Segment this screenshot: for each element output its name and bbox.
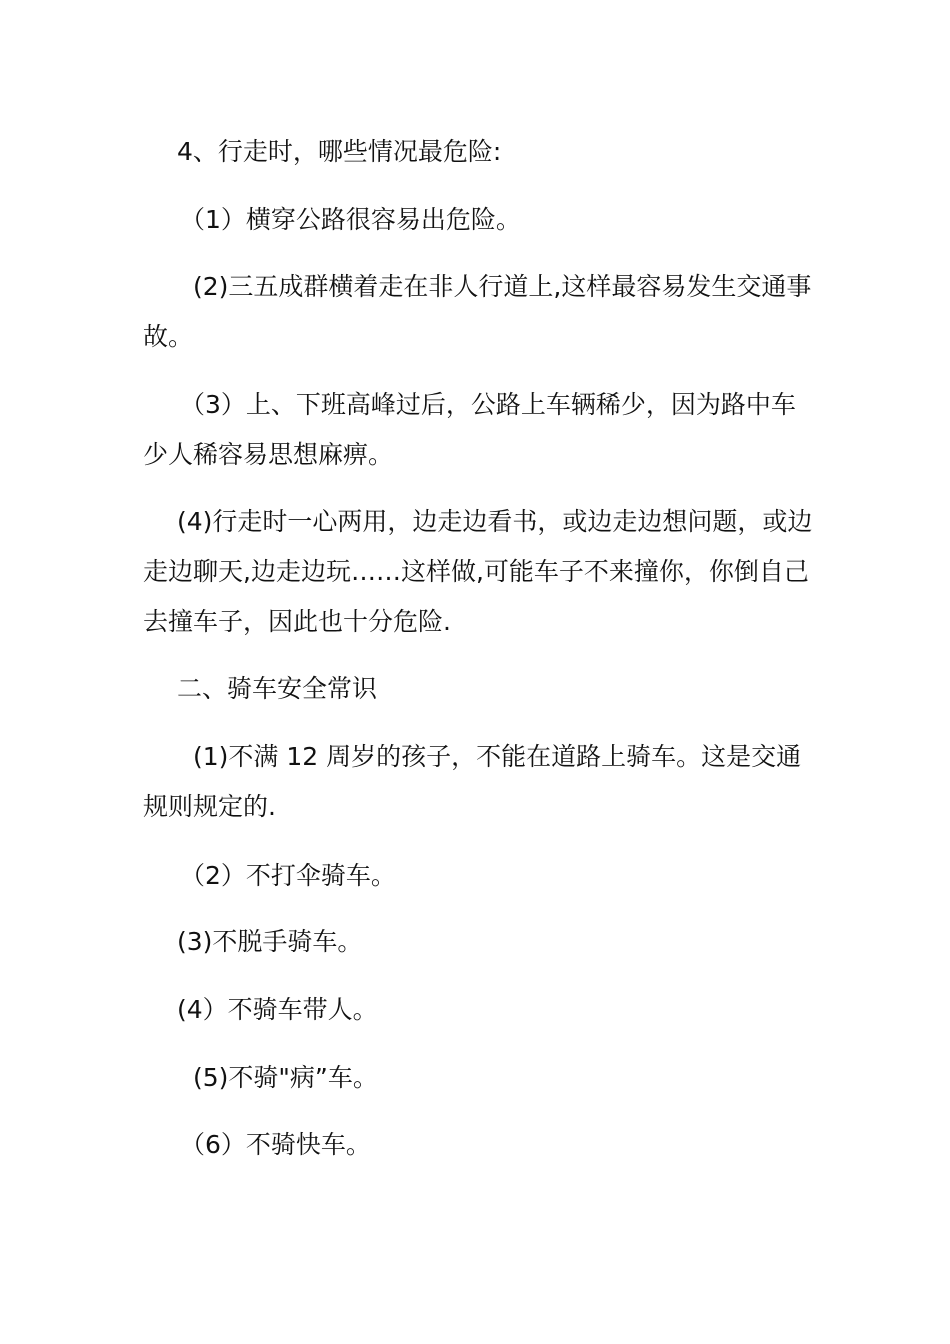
paragraph-walking-item-4: (4)行走时一心两用，边走边看书，或边走边想问题，或边走边聊天,边走边玩……这样做,可能车子不来撞你，你倒自己去撞车子，因此也十分危险. bbox=[143, 507, 813, 636]
paragraph-cycling-item-2: （2）不打伞骑车。 bbox=[180, 861, 396, 890]
paragraph-cycling-item-5: (5)不骑"病”车。 bbox=[193, 1063, 378, 1092]
paragraph-cycling-item-1: (1)不满 12 周岁的孩子，不能在道路上骑车。这是交通规则规定的. bbox=[143, 742, 802, 821]
paragraph-walking-item-1: （1）横穿公路很容易出危险。 bbox=[180, 205, 521, 234]
paragraph-walking-item-3: （3）上、下班高峰过后，公路上车辆稀少，因为路中车少人稀容易思想麻痹。 bbox=[143, 390, 796, 469]
paragraph-cycling-item-3: (3)不脱手骑车。 bbox=[177, 927, 363, 956]
paragraph-walking-dangers-heading: 4、行走时，哪些情况最危险: bbox=[177, 137, 502, 166]
section-heading-cycling-safety: 二、骑车安全常识 bbox=[177, 674, 378, 703]
paragraph-walking-item-2: (2)三五成群横着走在非人行道上,这样最容易发生交通事故。 bbox=[143, 272, 812, 351]
paragraph-cycling-item-6: （6）不骑快车。 bbox=[180, 1130, 371, 1159]
paragraph-cycling-item-4: (4）不骑车带人。 bbox=[177, 995, 378, 1024]
